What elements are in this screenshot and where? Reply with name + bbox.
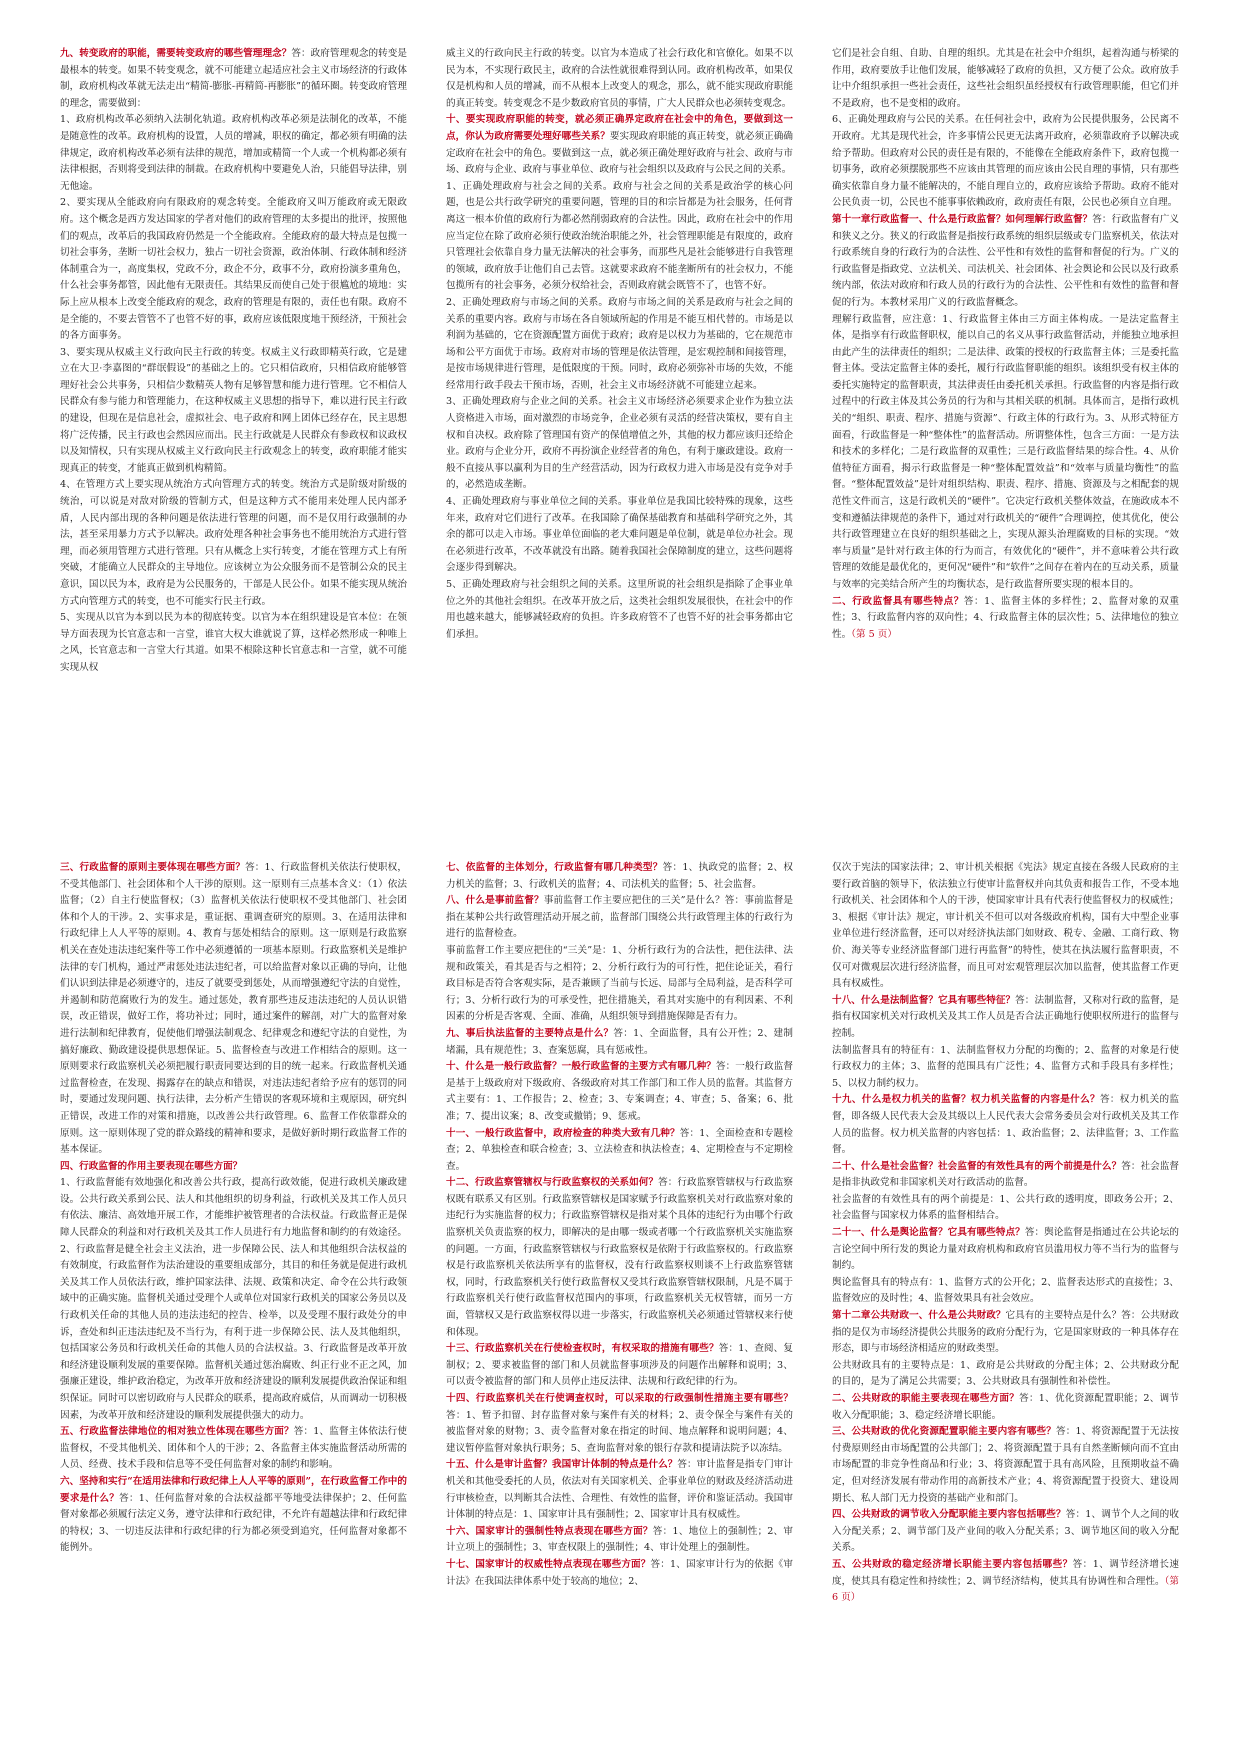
paragraph (832, 1557, 1179, 1607)
question-heading: 二、公共财政的职能主要表现在哪些方面？ (832, 1393, 1020, 1404)
answer-text: 舆论监督具有的特点有：1、监督方式的公开化；2、监督表达形式的直接性；3、监督效应的及时性；4、监督效果具有社会效应。 (832, 1276, 1179, 1305)
paragraph (446, 46, 793, 112)
page-number: （第 6 页） (832, 1575, 1179, 1604)
question-heading: 十七、国家审计的权威性特点表现在哪些方面？ (446, 1558, 651, 1570)
paragraph (832, 112, 1179, 212)
question-heading: 六、坚持和实行“在适用法律和行政纪律上人人平等的原则”，在行政监督工作中的要求是什么？ (60, 1475, 407, 1504)
answer-text: 1、正确处理政府与社会之间的关系。政府与社会之间的关系是政治学的核心问题，也是公共行政学研究的重要问题，管理的目的和宗旨都是为社会服务，任何背离这一根本价值的政府行为都必然削弱政府的合法性。因此，政府在社会中的作用应当定位在除了政府必须行使政治统治职能之外，社会管理职能是有限度的，政府只管理社会依靠自身力量无法解决的社会事务，而那些凡是社会能够进行自我管理的领域，政府放手让他们自己去管。这就要求政府不能垄断所有的社会权力，不能包揽所有的社会事务，必须分权给社会，否则政府就会既管不了，也管不好。 (446, 180, 793, 292)
paragraph (832, 1424, 1179, 1507)
answer-text: 答：1、查阅、复制权；2、要求被监督的部门和人员就监督事项涉及的问题作出解释和说明；3、可以责令被监督的部门和人员停止违反法律、法规和行政纪律的行为。 (446, 1343, 793, 1388)
paragraph (832, 1225, 1179, 1275)
question-heading: 二十、什么是社会监督？社会监督的有效性具有的两个前提是什么？ (832, 1160, 1122, 1172)
paragraph (60, 112, 407, 195)
paragraph (446, 394, 793, 494)
answer-text: 答：1、暂予扣留、封存监督对象与案件有关的材料；2、责令保全与案件有关的被监督对象的财物；3、责令监督对象在指定的时间、地点解释和说明问题；4、建议暂停监督对象执行职务；5、查询监督对象的银行存款和提请法院予以冻结。 (446, 1409, 793, 1454)
question-heading: 十九、什么是权力机关的监督？权力机关监督的内容是什么？ (832, 1094, 1100, 1106)
question-heading: 九、事后执法监督的主要特点是什么？ (446, 1027, 614, 1039)
answer-text: 答：权力机关的监督，即各级人民代表大会及其级以上人民代表大会常务委员会对行政机关及其工作人员的监督。权力机关监督的内容包括：1、政治监督；2、法律监督；3、工作监督。 (832, 1094, 1179, 1156)
page-number: （第 5 页） (851, 628, 897, 640)
paragraph (60, 345, 407, 478)
panel-bottom-left (60, 860, 407, 1650)
paragraph (446, 1457, 793, 1523)
paragraph (60, 1159, 407, 1176)
question-heading: 三、行政监督的原则主要体现在哪些方面？ (60, 862, 246, 873)
paragraph (832, 46, 1179, 112)
paragraph (446, 1059, 793, 1125)
paragraph (446, 1557, 793, 1590)
panel-top-left (60, 46, 407, 836)
answer-text: 答：1、任何监督对象的合法权益都平等地受法律保护；2、任何监督对象都必须履行法定义务，遵守法律和行政纪律，不允许有超越法律和行政纪律的特权；3、一切违反法律和行政纪律的行为都必须受到追究，任何监督对象都不能例外。 (60, 1492, 407, 1554)
answer-text: 答：政府管理观念的转变是最根本的转变。如果不转变观念，就不可能建立起适应社会主义市场经济的行政体制，政府机构改革就无法走出“精简-膨胀-再精简-再膨胀”的循环圈。转变政府管理的理念，需要做到： (60, 48, 407, 109)
panel-top-middle (446, 46, 793, 836)
question-heading: 二、行政监督具有哪些特点？ (832, 595, 964, 607)
answer-text: 答：1、国家审计行为的依据《审计法》在我国法律体系中处于较高的地位；2、 (446, 1558, 793, 1587)
answer-text: 答：一般行政监督是基于上级政府对下级政府、各级政府对其工作部门和工作人员的监督。其监督方式主要有：1、工作报告；2、检查；3、专案调查；4、审查；5、备案；6、批准；7、提出议案；8、改变或撤销；9、惩戒。 (446, 1061, 793, 1122)
paragraph (832, 1308, 1179, 1358)
paragraph (446, 943, 793, 1026)
question-heading: 第十二章公共财政一、什么是公共财政？ (832, 1310, 1006, 1322)
question-heading: 第十一章行政监督一、什么是行政监督？如何理解行政监督？ (832, 213, 1093, 225)
paragraph (446, 112, 793, 178)
answer-text: 事前监督工作主要应把住的“三关”是：1、分析行政行为的合法性，把住法律、法规和政策关，看其是否与之相符；2、分析行政行为的可行性，把住论证关，看行政目标是否符合客观实际，是否兼顾了当前与长远、局部与全局利益，是否科学可行；3、分析行政行为的可承受性，把住措施关，看其对实施中的有利因素、不利因素的分析是否客观、全面、准确，从组织领导到措施保障是否有力。 (446, 944, 793, 1023)
paragraph (446, 1341, 793, 1391)
answer-text: 答：1、优化资源配置职能；2、调节收入分配职能；3、稳定经济增长职能。 (832, 1393, 1179, 1421)
paragraph (446, 1175, 793, 1341)
question-heading: 五、公共财政的稳定经济增长职能主要内容包括哪些？ (832, 1558, 1073, 1570)
paragraph (446, 295, 793, 395)
paragraph (60, 46, 407, 112)
paragraph (832, 212, 1179, 312)
question-heading: 九、转变政府的职能，需要转变政府的哪些管理理念？ (60, 48, 292, 59)
answer-text: 答：1、地位上的强制性；2、审计立项上的强制性；3、审查权限上的强制性；4、审计处理上的强制性。 (446, 1525, 793, 1554)
question-heading: 十八、什么是法制监督？它具有哪些特征？ (832, 994, 1016, 1006)
question-heading: 十、要实现政府职能的转变，就必须正确界定政府在社会中的角色，要做到这一点，你认为政府需要处理好哪些关系？ (446, 114, 793, 142)
answer-text: 3、正确处理政府与企业之间的关系。社会主义市场经济必须要求企业作为独立法人资格进入市场，面对激烈的市场竞争，企业必须有灵活的经营决策权，要有自主权和自决权。政府除了管理国有资产的保值增值之外，其他的权力都应该归还给企业。政府与企业分开，政府不再扮演企业经营者的角色，有利于廉政建设。政府一般不直接从事以赢利为目的生产经营活动，因为行政权力进入市场是没有竞争对手的，必然造成垄断。 (446, 396, 793, 491)
answer-text: 5、正确处理政府与社会组织之间的关系。这里所说的社会组织是指除了企事业单位之外的其他社会组织。在改革开放之后，这类社会组织发展很快，在社会中的作用也越来越大，能够减轻政府的负担。许多政府管不了也管不好的社会事务都由它们承担。 (446, 579, 793, 640)
paragraph (446, 577, 793, 643)
paragraph (446, 860, 793, 893)
question-heading: 八、什么是事前监督？ (446, 895, 544, 907)
answer-text: 6、正确处理政府与公民的关系。在任何社会中，政府为公民提供服务，公民离不开政府。尤其是现代社会，许多事情公民更无法离开政府，必须靠政府予以解决或给予帮助。但政府对公民的责任是有限的，不能像在全能政府条件下，政府包揽一切事务，政府必须摆脱那些不应该由其管理的而应该由公民自理的事情，只有那些确实依靠自身力量不能解决的，不能自理自立的，政府应该给予帮助。政府不能对公民负责一切，公民也不能事事依赖政府，政府责任有限，公民也必须自立自理。 (832, 114, 1179, 209)
answer-text: 1、政府机构改革必须纳入法制化轨道。政府机构改革必须是法制化的改革，不能是随意性的改革。政府机构的设置，人员的增减，职权的确定，都必须有明确的法律规定，政府机构改革必须有法律的规范，增加或精简一个人或一个机构都必须有法律根据，否则将受到法律的制裁。在政府机构中要避免人治，只能倡导法律，别无他途。 (60, 114, 407, 192)
answer-text: 法制监督具有的特征有：1、法制监督权力分配的均衡的；2、监督的对象是行使行政权力的主体；3、监督的范围具有广泛性；4、监督方式和手段具有多样性；5、以权力制约权力。 (832, 1044, 1179, 1089)
paragraph (60, 860, 407, 1159)
answer-text: 答：1、行政监督机关依法行使职权，不受其他部门、社会团体和个人干涉的原则。这一原则有三点基本含义：（1）依法监督；（2）自主行使监督权；（3）监督机关依法行使职权不受其他部门、社会团体和个人的干涉。2、实事求是，重证据、重调查研究的原则。3、在适用法律和行政纪律上人人平等的原则。4、教育与惩处相结合的原则。这一原则是行政监察机关在查处违法违纪案件等工作中必须遵循的一项基本原则。行政监察机关是维护法律的专门机构，通过严肃惩处违法违纪者，可以给监督对象以正确的导向，让他们认识到法律是必须遵守的，违反了就要受到惩处，从而增强遵纪守法的自觉性，并遏制和防范腐败行为的发生。通过惩处，教育那些违反违法违纪的人员认识错误，改正错误，做好工作，将功补过；同时，通过案件的解剖，对广大的监督对象进行法制和纪律教育，促使他们增强法制观念、纪律观念和遵纪守法的自觉性，为搞好廉政、勤政建设提供思想保证。5、监督检查与改进工作相结合的原则。这一原则要求行政监察机关必须把履行职责同要达到的目的统一起来。行政监督机关通过监督检查，在发现、揭露存在的缺点和错误，对违法违纪者给予应有的惩罚的同时，要通过发现问题、执行法律，去分析产生错误的客观环境和主观原因，研究纠正错误，改进工作的对策和措施，以改善公共行政管理。6、监督工作依靠群众的原则。这一原则体现了党的群众路线的精神和要求，是做好新时期行政监督工作的基本保证。 (60, 862, 407, 1156)
answer-text: 答：1、全面监督，具有公开性；2、建制堵漏，具有规范性；3、查案惩腐，具有惩戒性。 (446, 1027, 793, 1056)
answer-text: 答：社会监督是指非执政党和非国家机关对行政活动的监督。 (832, 1160, 1179, 1189)
paragraph (832, 1159, 1179, 1192)
paragraph (60, 1474, 407, 1557)
answer-text: 答：1、调节经济增长速度，使其具有稳定性和持续性；2、调节经济结构，使其具有协调性和合理性。 (832, 1558, 1179, 1587)
paragraph (446, 1026, 793, 1059)
answer-text: 答：1、调节个人之间的收入分配关系；2、调节部门及产业间的收入分配关系；3、调节地区间的收入分配关系。 (832, 1509, 1179, 1554)
question-heading: 十六、国家审计的强制性特点表现在哪些方面？ (446, 1525, 653, 1537)
answer-text: 答：审计监督是指专门审计机关和其他受委托的人员，依法对有关国家机关、企事业单位的财政及经济活动进行审核检查，以判断其合法性、合理性、有效性的监督，评价和鉴证活动。我国审计体制的特点是：1、国家审计具有强制性；2、国家审计具有权威性。 (446, 1459, 793, 1521)
paragraph (446, 1391, 793, 1457)
answer-text: 答：行政监督有广义和狭义之分。狭义的行政监督是指按行政系统的组织层级或专门监察机关，依法对行政系统自身的行政行为的合法性、公平性和有效性的监督和督促的行为。广义的行政监督是指政党、立法机关、司法机关、社会团体、社会舆论和公民以及行政系统内部，依法对政府和行政人员的行政行为的合法性、公平性和有效性的监督和督促的行为。本教材采用广义的行政监督概念。 (832, 213, 1179, 308)
question-heading: 四、公共财政的调节收入分配职能主要内容包括哪些？ (832, 1509, 1066, 1521)
answer-text: 答：法制监督，又称对行政的监督，是指有权国家机关对行政机关及其工作人员是否合法正确地行使职权所进行的监督与控制。 (832, 994, 1179, 1039)
panel-bottom-middle (446, 860, 793, 1650)
question-heading: 三、公共财政的优化资源配置职能主要内容有哪些？ (832, 1426, 1057, 1438)
answer-text: 4、在管理方式上要实现从统治方式向管理方式的转变。统治方式是阶级对阶级的统治，可以说是对敌对阶级的管制方式，但是这种方式不能用来处理人民内部矛盾，人民内部出现的各种问题是依法进行管理的问题，而不是仅用行政强制的办法，甚至采用暴力方式予以解决。政府处理各种社会事务也不能用统治方式进行管理，而必须用管理方式进行管理。只有从概念上实行转变，才能在管理方式上有所突破，才能确立人民群众的主导地位。应该树立为公众服务而不是管制公众的民主意识，国以民为本，政府是为公民服务的，干部是人民公仆。如果不能实现从统治方式向管理方式的转变，也不可能实行民主行政。 (60, 479, 407, 607)
answer-text: 威主义的行政向民主行政的转变。以官为本造成了社会行政化和官僚化。如果不以民为本，不实现行政民主，政府的合法性就很难得到认同。政府机构改革，如果仅仅是机构和人员的增减，而不从根本上改变人的观念，那么，就不能实现政府职能的真正转变。转变观念不是少数政府官员的事情，广大人民群众也必须转变观念。 (446, 48, 793, 109)
answer-text: 2、要实现从全能政府向有限政府的观念转变。全能政府又叫万能政府或无限政府。这个概念是西方发达国家的学者对他们的政府管理的太多提出的批评，按照他们的观点，改革后的我国政府仍然是一个全能政府。全能政府的最大特点是包揽一切社会事务，垄断一切社会权力，独占一切社会资源，政治体制、行政体制和经济体制重合为一，高度集权，党政不分，政企不分，政事不分，政府扮演多重角色，什么社会事务都管，因此他有无限责任。其结果反而使自己处于很尴尬的境地：实际上应从根本上改变全能政府的观念，政府的管理是有限的，责任也有限。政府不是全能的，不要去管管不了也管不好的事，政府应该低限度地干预经济，干预社会的各方面事务。 (60, 197, 407, 342)
question-heading: 十二、行政监察管辖权与行政监察权的关系如何？ (446, 1177, 659, 1189)
answer-text: 答：1、全面检查和专题检查；2、单独检查和联合检查；3、立法检查和执法检查；4、定期检查与不定期检查。 (446, 1127, 793, 1172)
answer-text: 5、实现从以官为本到以民为本的彻底转变。以官为本在组织建设是官本位：在领导方面表现为长官意志和一言堂，谁官大权大谁就说了算，这样必然形成一种唯上之风，长官意志和一言堂大行其道。如果不根除这种长官意志和一言堂，就不可能实现从权 (60, 612, 407, 673)
answer-text: 答：1、将资源配置于无法按付费原则经由市场配置的公共部门；2、将资源配置于具有自然垄断倾向而不宜由市场配置的非竞争性商品和行业；3、将资源配置于具有高风险，且预期收益不确定，但对经济发展有带动作用的高新技术产业；4、将资源配置于投资大、建设周期长、私人部门无力投资的基础产业和部门。 (832, 1426, 1179, 1504)
paragraph (832, 1507, 1179, 1557)
question-heading: 十、什么是一般行政监督？一般行政监督的主要方式有哪几种？ (446, 1061, 716, 1073)
question-heading: 十四、行政监察机关在行使调查权时，可以采取的行政强制性措施主要有哪些？ (446, 1393, 793, 1404)
answer-text: 事前监督工作主要应把住的三关”是什么？答：事前监督是指在某种公共行政管理活动开展之前，监督部门围绕公共行政管理主体的行政行为进行的监督检查。 (446, 895, 793, 940)
answer-text: 公共财政具有的主要特点是：1、政府是公共财政的分配主体；2、公共财政分配的目的，是为了满足公共需要；3、公共财政具有强制性和补偿性。 (832, 1359, 1179, 1388)
answer-text: 要实现政府职能的真正转变，就必须正确确定政府在社会中的角色。要做到这一点，就必须正确处理好政府与社会、政府与市场、政府与企业、政府与事业单位、政府与社会组织以及政府与公民之间的关系。 (446, 130, 793, 176)
question-heading: 四、行政监督的作用主要表现在哪些方面？ (60, 1160, 243, 1172)
question-heading: 十一、一般行政监督中，政府检查的种类大致有几种？ (446, 1127, 680, 1139)
paragraph (446, 1524, 793, 1557)
answer-text: 4、正确处理政府与事业单位之间的关系。事业单位是我国比较特殊的现象，这些年来，政府对它们进行了改革。在我国除了确保基础教育和基础科学研究之外，其余的都可以走入市场。事业单位面临的老大难问题是单位制，就是单位办社会。现在必须进行改革，不改革就没有出路。随着我国社会保障制度的建立，这些问题将会逐步得到解决。 (446, 496, 793, 574)
paragraph (446, 1126, 793, 1176)
answer-text: 1、行政监督能有效地强化和改善公共行政，提高行政效能，促进行政机关廉政建设。公共行政关系到公民、法人和其他组织的切身利益，行政机关及其工作人员只有依法、廉洁、高效地开展工作，才能维护被管理者的合法权益。行政监督正是保障人民群众的利益和对行政机关及其工作人员进行有力地监督和制约的有效途径。2、行政监督是健全社会主义法治，进一步保障公民、法人和其他组织合法权益的有效制度，行政监督作为法治建设的重要组成部分，其目的和任务就是促进行政机关及其工作人员依法行政，维护国家法律、法规、政策和决定、命令在公共行政领域中的正确实施。监督机关通过受理个人或单位对国家行政机关的国家公务员以及行政机关任命的其他人员的违法违纪的控告、检举，以及受理不服行政处分的申诉，查处和纠正违法违纪及不当行为，有利于进一步保障公民、法人及其他组织，包括国家公务员和行政机关任命的其他人员的合法权益。3、行政监督是改革开放和经济建设顺利发展的重要保障。监督机关通过惩治腐败、纠正行业不正之风，加强廉正建设，维护政治稳定，为改革开放和经济建设的顺利发展提供政治保证和组织保证。同时可以密切政府与人民群众的联系，提高政府威信，从而调动一切积极因素，为改革开放和经济建设的顺利发展提供强大的动力。 (60, 1177, 407, 1421)
answer-text: 社会监督的有效性具有的两个前提是：1、公共行政的透明度，即政务公开；2、社会监督与国家权力体系的监督相结合。 (832, 1193, 1179, 1222)
answer-text: 答：1、监督主体的多样性；2、监督对象的双重性；3、行政监督内容的双向性；4、行政监督主体的层次性；5、法律地位的独立性。 (832, 595, 1179, 640)
paragraph (832, 1092, 1179, 1158)
answer-text: 2、正确处理政府与市场之间的关系。政府与市场之间的关系是政府与社会之间的关系的重要内容。政府与市场在各自领域所起的作用是不能互相代替的。市场是以利润为基础的，它在资源配置方面优于政府；政府是以权力为基础的，它在规范市场和公平方面优于市场。政府对市场的管理是依法管理，是宏观控制和间接管理，是按市场规律进行管理，是低限度的干预。同时，政府必须弥补市场的失效，不能经常用行政手段去干预市场，否则，社会主义市场经济就不可能建立起来。 (446, 296, 793, 391)
paragraph (60, 477, 407, 610)
answer-text: 3、要实现从权威主义行政向民主行政的转变。权威主义行政即精英行政，它是建立在大卫·李嘉图的“群氓假设”的基础之上的。它只相信政府，只相信政府能够管理好社会公共事务，只相信少数精英人物有足够智慧和能力进行管理。它不相信人民群众有参与能力和管理能力，在这种权威主义思想的指导下，难以进行民主行政的建设，但现在是信息社会，虚拟社会、电子政府和网上团体已经存在，民主思想将广泛传播，民主行政也会然因应而出。民主行政就是人民群众有参政权和议政权以及知情权，只有实现从权威主义行政向民主行政观念上的转变，政府职能才能实现真正的转变，才能真正做到机构精简。 (60, 346, 407, 474)
paragraph (832, 860, 1179, 993)
question-heading: 七、依监督的主体划分，行政监督有哪几种类型？ (446, 862, 663, 873)
answer-text: 它具有的主要特点是什么？答：公共财政指的是仅为市场经济提供公共服务的政府分配行为，它是国家财政的一种具体存在形态，即与市场经济相适应的财政类型。 (832, 1310, 1179, 1355)
answer-text: 答：行政监察管辖权与行政监察权既有联系又有区别。行政监察管辖权是国家赋予行政监察机关对行政监察对象的违纪行为实施监督的权力；行政监察管辖权是指对某个具体的违纪行为由哪个行政监察机关负责监察的权力，即解决的是由哪一级或者哪一个行政监察机关实施监察的问题。一方面，行政监察管辖权与行政监察权是依附于行政监察权的。行政监察权是行政监察机关依法所享有的监督权，没有行政监察权则谈不上行政监察管辖权，同时，行政监察机关行使行政监督权又受其行政监察管辖权限制，凡是不属于行政监察机关行使行政监督权范围内的事项，行政监察机关无权管辖，而另一方面，管辖权又是行政监察权得以进一步落实，行政监察机关必须通过管辖权来行使和体现。 (446, 1177, 793, 1338)
paragraph (832, 594, 1179, 644)
paragraph (60, 195, 407, 344)
answer-text: 答：1、监督主体依法行使监督权，不受其他机关、团体和个人的干涉；2、各监督主体实施监督活动所需的人员、经费、技术手段和信息等不受任何监督对象的制约和影响。 (60, 1426, 407, 1471)
paragraph (832, 1192, 1179, 1225)
paragraph (60, 1424, 407, 1474)
paragraph (832, 1275, 1179, 1308)
paragraph (832, 1043, 1179, 1093)
answer-text: 理解行政监督，应注意：1、行政监督主体由三方面主体构成。一是法定监督主体，是指享有行政监督职权，能以自己的名义从事行政监督活动，并能独立地承担由此产生的法律责任的组织；二是法律、政策的授权的行政监督主体；三是委托监督主体。受法定监督主体的委托，履行行政监督职能的组织。该组织受有权主体的委托实施特定的监督职责，其法律责任由委托机关承担。行政监督的内容是指行政过程中的行政主体及其公务员的行为和与其相关联的机制。具体而言，是指行政机关的“组织、职责、程序、措施与资源”、行政主体的行政行为。3、从形式特征方面看，行政监督是一种“整体性”的监督活动。所谓整体性，包含三方面：一是方法和技术的多样化；二是行政监督的双重性；三是行政监督结果的综合性。4、从价值特征方面看，揭示行政监督是一种“整体配置效益”和“效率与质量均衡性”的监督。“整体配置效益”是针对组织结构、职责、程序、措施、资源及与之相配套的规范性文件而言，这是行政机关的“硬件”。它决定行政机关整体效益，在施政成本不变和遵循法律规范的条件下，通过对行政机关的“硬件”合理调控，使其优化，使公共行政管理建立在良好的组织基础之上，实现从源头治理腐败的目标的实现。“效率与质量”是针对行政主体的行为而言，有效优化的“硬件”，并不意味着公共行政管理的效能是最优化的，更何况“硬件”和“软件”之间存在着内在的互动关系，质量与效率的完美结合所产生的均衡状态，是行政监督所要实现的根本目的。 (832, 313, 1179, 590)
paragraph (446, 893, 793, 943)
answer-text: 它们是社会自组、自助、自理的组织。尤其是在社会中介组织，起着沟通与桥梁的作用，政府要放手让他们发展，能够减轻了政府的负担，又方便了公众。政府放手让中介组织承担一些社会责任，这些社会组织虽经授权有行政管理职能，但它们并不是政府，也不是变相的政府。 (832, 48, 1179, 109)
question-heading: 十五、什么是审计监督？我国审计体制的特点是什么？ (446, 1459, 678, 1471)
paragraph (832, 1358, 1179, 1391)
paragraph (832, 312, 1179, 594)
paragraph (60, 610, 407, 676)
paragraph (446, 494, 793, 577)
paragraph (446, 179, 793, 295)
question-heading: 十三、行政监察机关在行使检查权时，有权采取的措施有哪些？ (446, 1343, 719, 1355)
answer-text: 答：1、执政党的监督；2、权力机关的监督；3、行政机关的监督；4、司法机关的监督；5、社会监督。 (446, 862, 793, 890)
paragraph (832, 1391, 1179, 1424)
panel-top-right (832, 46, 1179, 836)
panel-bottom-right (832, 860, 1179, 1650)
answer-text: 答：舆论监督是指通过在公共论坛的言论空间中所行发的舆论力量对政府机构和政府官员滥用权力等不当行为的监督与制约。 (832, 1227, 1179, 1272)
answer-text: 仅次于宪法的国家法律；2、审计机关根据《宪法》规定直接在各级人民政府的主要行政首脑的领导下，依法独立行使审计监督权并向其负责和报告工作，不受本地行政机关、社会团体和个人的干涉，使国家审计具有代表行使监督权力的权威性；3、根据《审计法》规定，审计机关不但可以对各级政府机构，国有大中型企业事业单位进行经济监督，还可以对经济执法部门如财政、税专、金融、工商行政、物价、海关等专业经济监督部门进行再监督”的特性，使其在执法履行监督职责，不仅可对微观层次进行经济监督，而且可对宏观管理层次加以监督，使其监督工作更具有权威性。 (832, 862, 1179, 990)
paragraph (60, 1175, 407, 1424)
question-heading: 二十一、什么是舆论监督？它具有哪些特点？ (832, 1227, 1025, 1239)
paragraph (832, 993, 1179, 1043)
question-heading: 五、行政监督法律地位的相对独立性体现在哪些方面？ (60, 1426, 294, 1438)
